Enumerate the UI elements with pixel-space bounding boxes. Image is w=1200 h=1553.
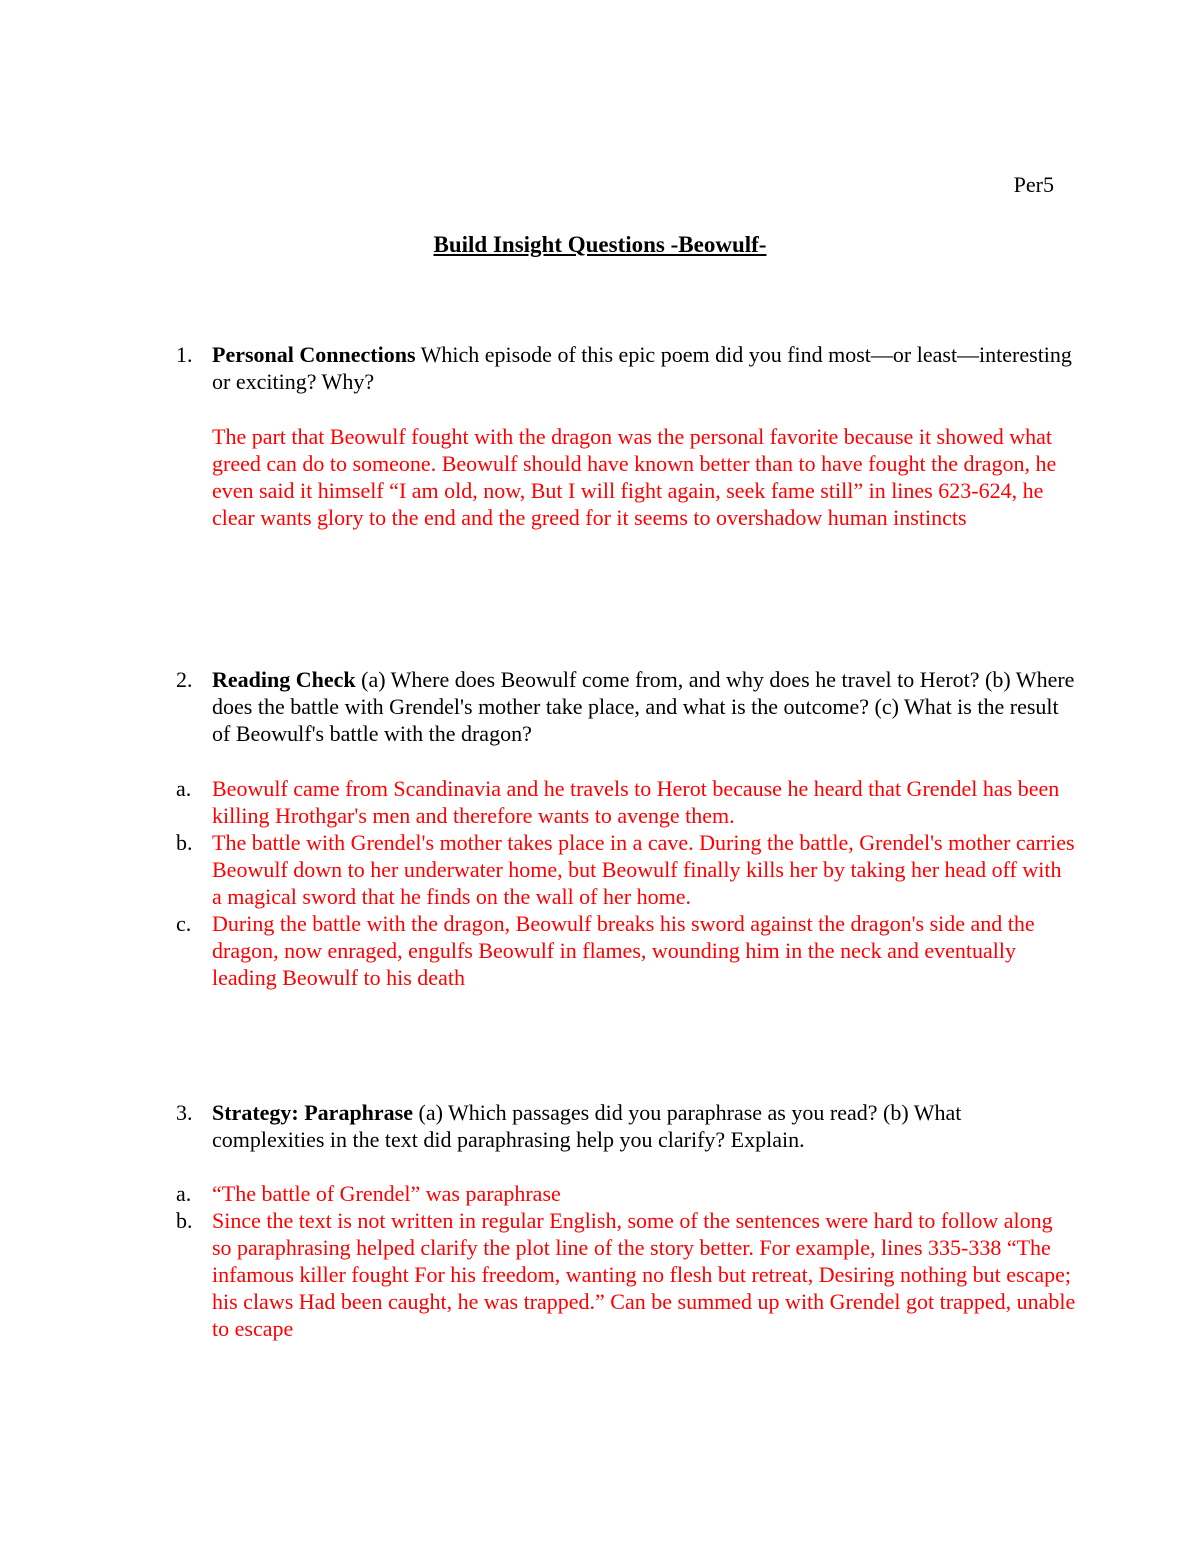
question-label: Strategy: Paraphrase xyxy=(212,1100,414,1125)
list-marker: c. xyxy=(176,911,192,936)
question-number: 1. xyxy=(176,342,193,367)
answer-list-3 xyxy=(176,1180,1076,1342)
period-label: Per5 xyxy=(1013,172,1054,197)
list-item xyxy=(176,1180,1076,1207)
list-item xyxy=(176,1207,1076,1342)
answer-text: Since the text is not written in regular English, some of the sentences were hard to follow along so paraphrasing helped clarify the plot line of the story better. For example, lines 335-338 “The infamous killer fought For his freedom, wanting no flesh but retreat, Desiring nothing but escape; his claws Had been caught, he was trapped.” Can be summed up with Grendel got trapped, unable to escape xyxy=(212,1208,1076,1341)
answer-1: The part that Beowulf fought with the dragon was the personal favorite because it showed what greed can do to someone. Beowulf should have known better than to have fought the dragon, he even said it himself “I am old, now, But I will fight again, seek fame still” in lines 623-624, he clear wants glory to the end and the greed for it seems to overshadow human instincts xyxy=(212,424,1057,530)
answer-list-2 xyxy=(176,775,1076,991)
question-label: Personal Connections xyxy=(212,342,416,367)
question-text: (a) Where does Beowulf come from, and why does he travel to Herot? (b) Where does the battle with Grendel's mother take place, and what is the outcome? (c) What is the result of Beowulf's battle with the dragon? xyxy=(212,667,1075,746)
answer-text: “The battle of Grendel” was paraphrase xyxy=(212,1181,561,1206)
question-body xyxy=(212,1099,1076,1153)
question-2 xyxy=(176,666,1076,747)
list-item xyxy=(176,775,1076,829)
question-text: Which episode of this epic poem did you find most—or least—interesting or exciting? Why? xyxy=(212,342,1072,394)
answer-text: The battle with Grendel's mother takes place in a cave. During the battle, Grendel's mother carries Beowulf down to her underwater home, but Beowulf finally kills her by taking her head off with a magical sword that he finds on the wall of her home. xyxy=(212,830,1075,909)
question-3 xyxy=(176,1099,1076,1153)
question-1 xyxy=(176,341,1076,395)
list-marker: b. xyxy=(176,830,193,855)
answer-text: Beowulf came from Scandinavia and he travels to Herot because he heard that Grendel has been killing Hrothgar's men and therefore wants to avenge them. xyxy=(212,776,1060,828)
question-label: Reading Check xyxy=(212,667,356,692)
question-number: 2. xyxy=(176,667,193,692)
document-title: Build Insight Questions -Beowulf- xyxy=(433,232,767,257)
question-number: 3. xyxy=(176,1100,193,1125)
list-marker: a. xyxy=(176,776,192,801)
list-marker: b. xyxy=(176,1208,193,1233)
list-marker: a. xyxy=(176,1181,192,1206)
answer-text: During the battle with the dragon, Beowulf breaks his sword against the dragon's side and the dragon, now enraged, engulfs Beowulf in flames, wounding him in the neck and eventually leading Beowulf to his death xyxy=(212,911,1035,990)
list-item xyxy=(176,910,1076,991)
list-item xyxy=(176,829,1076,910)
question-text: (a) Which passages did you paraphrase as you read? (b) What complexities in the text did paraphrasing help you clarify? Explain. xyxy=(212,1100,962,1152)
question-body xyxy=(212,341,1076,395)
question-body xyxy=(212,666,1076,747)
